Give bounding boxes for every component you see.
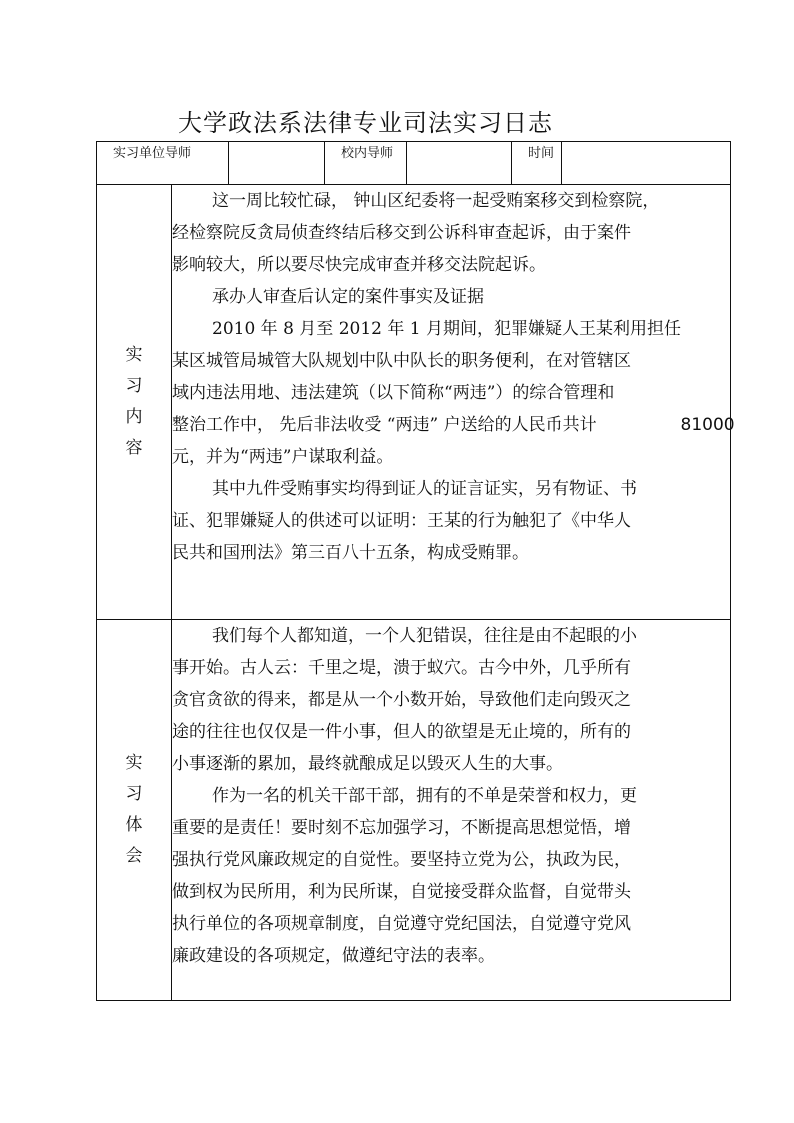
- paragraph-line: 其中九件受贿事实均得到证人的证言证实，另有物证、书: [212, 479, 637, 499]
- paragraph-line: 事开始。古人云：千里之堤，溃于蚁穴。古今中外，几乎所有: [172, 658, 631, 678]
- time-value[interactable]: [562, 142, 731, 185]
- unit-mentor-label: 实习单位导师: [97, 142, 229, 185]
- paragraph-line: 做到权为民所用，利为民所谋，自觉接受群众监督，自觉带头: [172, 882, 631, 902]
- amount-value: 81000: [680, 415, 735, 435]
- reflection-text: [172, 620, 731, 1001]
- paragraph-line: 贪官贪欲的得来，都是从一个小数开始，导致他们走向毁灭之: [172, 690, 631, 710]
- internship-log-table: [96, 141, 735, 1001]
- school-mentor-value[interactable]: [407, 142, 512, 185]
- paragraph-line: 执行单位的各项规章制度，自觉遵守党纪国法，自觉遵守党风: [172, 914, 631, 934]
- reflection-row: [97, 620, 731, 1001]
- paragraph-line: 某区城管局城管大队规划中队中队长的职务便利，在对管辖区: [172, 351, 631, 371]
- paragraph-line: 重要的是责任！要时刻不忘加强学习，不断提高思想觉悟，增: [172, 818, 631, 838]
- content-row: [97, 185, 731, 620]
- document-title: 大学政法系法律专业司法实习日志: [178, 109, 553, 137]
- paragraph-line: 这一周比较忙碌， 钟山区纪委将一起受贿案移交到检察院，: [212, 191, 660, 211]
- paragraph-line: 强执行党风廉政规定的自觉性。要坚持立党为公，执政为民，: [172, 850, 631, 870]
- paragraph-line: 影响较大，所以要尽快完成审查并移交法院起诉。: [172, 255, 546, 275]
- paragraph-line: 廉政建设的各项规定，做遵纪守法的表率。: [172, 946, 495, 966]
- paragraph-line: 小事逐渐的累加，最终就酿成足以毁灭人生的大事。: [172, 754, 563, 774]
- school-mentor-label: 校内导师: [325, 142, 407, 185]
- header-row: [97, 142, 731, 185]
- paragraph-line: 途的往往也仅仅是一件小事，但人的欲望是无止境的，所有的: [172, 722, 631, 742]
- paragraph-line: 我们每个人都知道，一个人犯错误，往往是由不起眼的小: [212, 626, 637, 646]
- paragraph-line: 域内违法用地、违法建筑（以下简称“两违”）的综合管理和: [172, 383, 615, 403]
- content-text: [172, 185, 735, 620]
- paragraph-line: 元，并为“两违”户谋取利益。: [172, 447, 394, 467]
- paragraph-line: 承办人审查后认定的案件事实及证据: [212, 287, 484, 307]
- paragraph-line: 证、犯罪嫌疑人的供述可以证明：王某的行为触犯了《中华人: [172, 511, 631, 531]
- paragraph-line: 作为一名的机关干部干部，拥有的不单是荣誉和权力，更: [212, 786, 637, 806]
- unit-mentor-value[interactable]: [229, 142, 325, 185]
- reflection-section-label: 实 习 体 会: [97, 620, 172, 1001]
- time-label: 时间: [512, 142, 562, 185]
- paragraph-line: 2010 年 8 月至 2012 年 1 月期间，犯罪嫌疑人王某利用担任: [212, 319, 681, 339]
- paragraph-line: 民共和国刑法》第三百八十五条，构成受贿罪。: [172, 543, 529, 563]
- paragraph-line: 整治工作中， 先后非法收受 “两违” 户送给的人民币共计 81000: [172, 409, 730, 441]
- content-section-label: 实 习 内 容: [97, 185, 172, 620]
- paragraph-line: 经检察院反贪局侦查终结后移交到公诉科审查起诉，由于案件: [172, 223, 631, 243]
